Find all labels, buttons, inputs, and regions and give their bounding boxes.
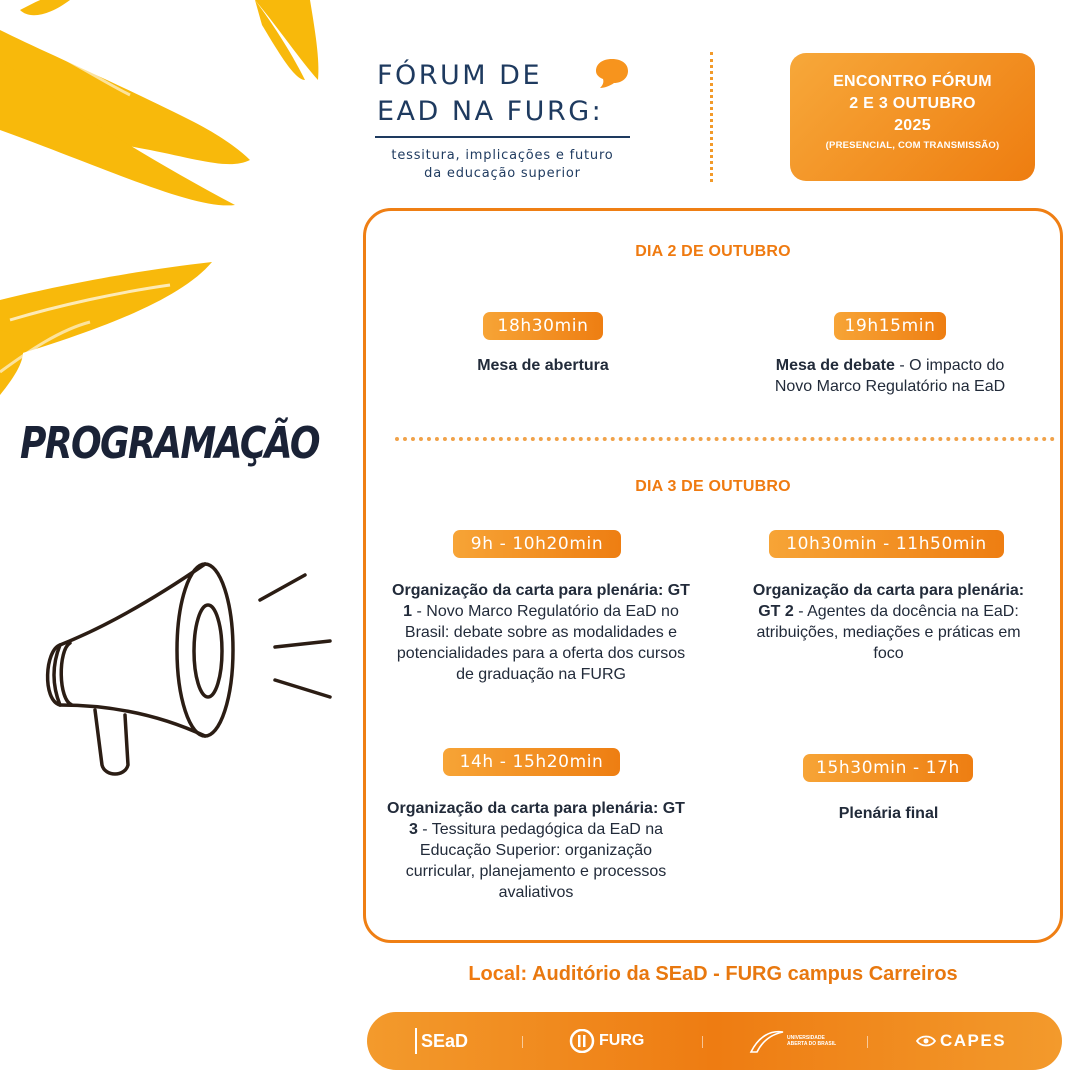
session-title: Organização da carta para plenária: GT 3 — [387, 800, 685, 838]
megaphone-icon — [30, 555, 350, 785]
location-label: Local: — [468, 963, 528, 985]
session-time: 9h - 10h20min — [453, 530, 621, 558]
session-title: Mesa de abertura — [477, 357, 609, 374]
event-name: ENCONTRO FÓRUM — [833, 73, 992, 90]
location — [363, 963, 1063, 986]
session-detail: - Agentes da docência na EaD: atribuições, mediações e práticas em foco — [756, 603, 1021, 662]
session-time: 15h30min - 17h — [803, 754, 973, 782]
speech-bubble-icon — [592, 57, 632, 89]
session-title: Plenária final — [838, 805, 939, 822]
session-title: Mesa de debate — [775, 357, 895, 374]
subtitle-line-2: da educação superior — [424, 166, 581, 181]
title-divider — [375, 136, 630, 138]
day-1-title: DIA 2 DE OUTUBRO — [635, 243, 791, 260]
event-date-badge — [790, 53, 1035, 181]
session-description — [766, 355, 1014, 397]
uab-logo — [749, 1012, 845, 1070]
session-time: 18h30min — [483, 312, 603, 340]
event-year: 2025 — [894, 117, 931, 134]
title-line-1: FÓRUM DE — [377, 60, 543, 91]
capes-eye-icon — [915, 1033, 937, 1049]
location-text: Auditório da SEaD - FURG campus Carreiros — [527, 963, 958, 985]
day-2-title: DIA 3 DE OUTUBRO — [635, 478, 791, 495]
vertical-divider — [710, 52, 717, 182]
schedule-panel — [363, 208, 1063, 943]
event-dates: 2 E 3 OUTUBRO — [849, 95, 976, 112]
uab-logo-text: UNIVERSIDADE ABERTA DO BRASIL — [787, 1035, 837, 1047]
session-description — [766, 803, 1011, 824]
furg-logo-text: FURG — [599, 1032, 645, 1049]
sead-logo-text: SEaD — [421, 1030, 469, 1051]
capes-logo — [915, 1012, 1006, 1070]
day-divider — [395, 437, 1055, 441]
furg-logo — [569, 1012, 644, 1070]
session-time: 14h - 15h20min — [443, 748, 620, 776]
session-detail: - Tessitura pedagógica da EaD na Educação Superior: organização curricular, planejamento e processos avaliativos — [405, 821, 667, 901]
session-detail: - Novo Marco Regulatório da EaD no Brasil: debate sobre as modalidades e potencialidades para a oferta dos cursos de graduação na FURG — [396, 603, 686, 683]
footer-logos — [367, 1012, 1062, 1070]
session-detail: - O impacto do Novo Marco Regulatório na EaD — [774, 357, 1006, 395]
event-format: (PRESENCIAL, COM TRANSMISSÃO) — [825, 140, 1000, 151]
title-line-2: EAD NA FURG: — [377, 96, 604, 127]
session-time: 19h15min — [834, 312, 946, 340]
sead-logo — [415, 1012, 468, 1070]
session-description — [746, 580, 1031, 664]
session-description — [386, 798, 686, 903]
uab-swoosh-icon — [749, 1028, 785, 1054]
subtitle-line-1: tessitura, implicações e futuro — [391, 148, 614, 163]
subtitle — [365, 147, 640, 183]
sun-rays-icon — [0, 0, 360, 420]
programacao-heading: PROGRAMAÇÃO — [20, 418, 319, 469]
session-description — [391, 580, 691, 685]
session-title: Organização da carta para plenária: GT 1 — [392, 582, 690, 620]
furg-emblem-icon — [569, 1029, 595, 1053]
session-description — [423, 355, 663, 376]
page-title — [377, 58, 603, 130]
session-title: Organização da carta para plenária: GT 2 — [752, 582, 1025, 620]
capes-logo-text: CAPES — [940, 1031, 1007, 1050]
session-time: 10h30min - 11h50min — [769, 530, 1004, 558]
